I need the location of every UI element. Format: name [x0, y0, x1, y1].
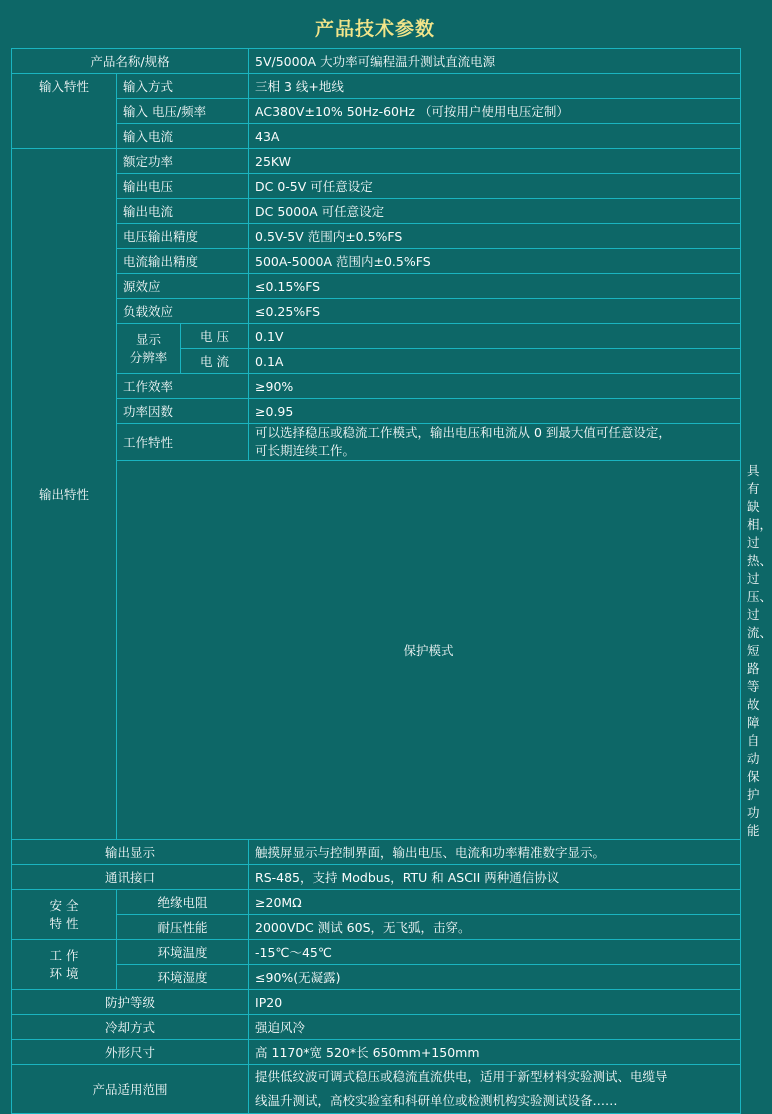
table-row: 保护模式 具有缺相，过热、过压、过流、短路等故障自动保护功能	[12, 461, 741, 840]
row-label: 功率因数	[117, 399, 249, 424]
group-label-line: 特 性	[49, 915, 79, 931]
row-label: 输入方式	[117, 74, 249, 99]
table-row	[12, 299, 741, 324]
row-value: 强迫风冷	[249, 1015, 741, 1040]
row-value: DC 0-5V 可任意设定	[249, 174, 741, 199]
group-label-line: 工 作	[49, 947, 79, 963]
row-label: 产品名称/规格	[12, 49, 249, 74]
table-row	[12, 865, 741, 890]
table-row	[12, 1040, 741, 1065]
row-value-line: 线温升测试，高校实验室和科研单位或检测机构实验测试设备……	[255, 1093, 618, 1108]
row-label: 工作特性	[117, 424, 249, 461]
group-safety	[12, 890, 117, 940]
row-label: 输入电流	[117, 124, 249, 149]
row-value: ≤0.15%FS	[249, 274, 741, 299]
row-value: ≥90%	[249, 374, 741, 399]
row-value: -15℃～45℃	[249, 940, 741, 965]
group-input: 输入特性	[12, 74, 117, 149]
row-value-line: 提供低纹波可调式稳压或稳流直流供电，适用于新型材料实验测试、电缆导	[255, 1069, 668, 1084]
table-row	[12, 374, 741, 399]
table-row	[12, 224, 741, 249]
row-label: 产品适用范围	[12, 1065, 249, 1114]
table-row	[12, 149, 741, 174]
row-value-line: 可长期连续工作。	[255, 443, 356, 458]
row-label: 防护等级	[12, 990, 249, 1015]
table-row	[12, 399, 741, 424]
row-value: 43A	[249, 124, 741, 149]
row-label: 源效应	[117, 274, 249, 299]
table-row	[12, 324, 741, 349]
table-row	[12, 990, 741, 1015]
row-value: DC 5000A 可任意设定	[249, 199, 741, 224]
row-value: 500A-5000A 范围内±0.5%FS	[249, 249, 741, 274]
table-row	[12, 274, 741, 299]
table-row	[12, 1065, 741, 1114]
group-label-line: 环 境	[49, 965, 79, 981]
row-label: 电流输出精度	[117, 249, 249, 274]
row-value: 触摸屏显示与控制界面，输出电压、电流和功率精准数字显示。	[249, 840, 741, 865]
row-value: 2000VDC 测试 60S，无飞弧，击穿。	[249, 915, 741, 940]
row-value	[249, 1065, 741, 1114]
row-value: AC380V±10% 50Hz-60Hz （可按用户使用电压定制）	[249, 99, 741, 124]
row-value: ≥20MΩ	[249, 890, 741, 915]
page-title: 产品技术参数	[314, 18, 435, 40]
row-label: 环境湿度	[117, 965, 249, 990]
table-row	[12, 915, 741, 940]
group-output: 输出特性	[12, 149, 117, 840]
row-label: 耐压性能	[117, 915, 249, 940]
table-row	[12, 965, 741, 990]
row-label: 工作效率	[117, 374, 249, 399]
table-row	[12, 74, 741, 99]
row-value: RS-485，支持 Modbus，RTU 和 ASCII 两种通信协议	[249, 865, 741, 890]
row-label: 电压输出精度	[117, 224, 249, 249]
row-value: 0.1V	[249, 324, 741, 349]
row-label: 保护模式	[117, 461, 741, 840]
row-label: 输出电压	[117, 174, 249, 199]
table-row	[12, 124, 741, 149]
row-value: 高 1170*宽 520*长 650mm+150mm	[249, 1040, 741, 1065]
row-label: 额定功率	[117, 149, 249, 174]
table-row	[12, 890, 741, 915]
row-label: 电 压	[181, 324, 249, 349]
row-value: ≤90%(无凝露)	[249, 965, 741, 990]
row-label: 输出电流	[117, 199, 249, 224]
row-label: 输出显示	[12, 840, 249, 865]
table-row	[12, 199, 741, 224]
row-label: 通讯接口	[12, 865, 249, 890]
table-row	[12, 840, 741, 865]
row-label: 负载效应	[117, 299, 249, 324]
resolution-label-line: 分辨率	[129, 349, 168, 365]
row-value: ≥0.95	[249, 399, 741, 424]
table-row	[12, 99, 741, 124]
table-row	[12, 1015, 741, 1040]
resolution-label	[117, 324, 181, 374]
row-label: 输入 电压/频率	[117, 99, 249, 124]
row-label: 电 流	[181, 349, 249, 374]
group-environment	[12, 940, 117, 990]
row-value: 5V/5000A 大功率可编程温升测试直流电源	[249, 49, 741, 74]
row-value	[249, 424, 741, 461]
table-row	[12, 49, 741, 74]
resolution-label-line: 显示	[135, 331, 161, 347]
table-row	[12, 249, 741, 274]
row-label: 外形尺寸	[12, 1040, 249, 1065]
table-row	[12, 940, 741, 965]
row-label: 冷却方式	[12, 1015, 249, 1040]
row-label: 绝缘电阻	[117, 890, 249, 915]
row-value: ≤0.25%FS	[249, 299, 741, 324]
table-row	[12, 174, 741, 199]
row-value: 0.5V-5V 范围内±0.5%FS	[249, 224, 741, 249]
row-value: 0.1A	[249, 349, 741, 374]
row-value: IP20	[249, 990, 741, 1015]
table-row	[12, 424, 741, 461]
group-label-line: 安 全	[49, 897, 79, 913]
row-label: 环境温度	[117, 940, 249, 965]
row-value: 三相 3 线+地线	[249, 74, 741, 99]
row-value: 25KW	[249, 149, 741, 174]
row-value-line: 可以选择稳压或稳流工作模式，输出电压和电流从 0 到最大值可任意设定，	[255, 425, 671, 440]
spec-table	[11, 48, 772, 1114]
